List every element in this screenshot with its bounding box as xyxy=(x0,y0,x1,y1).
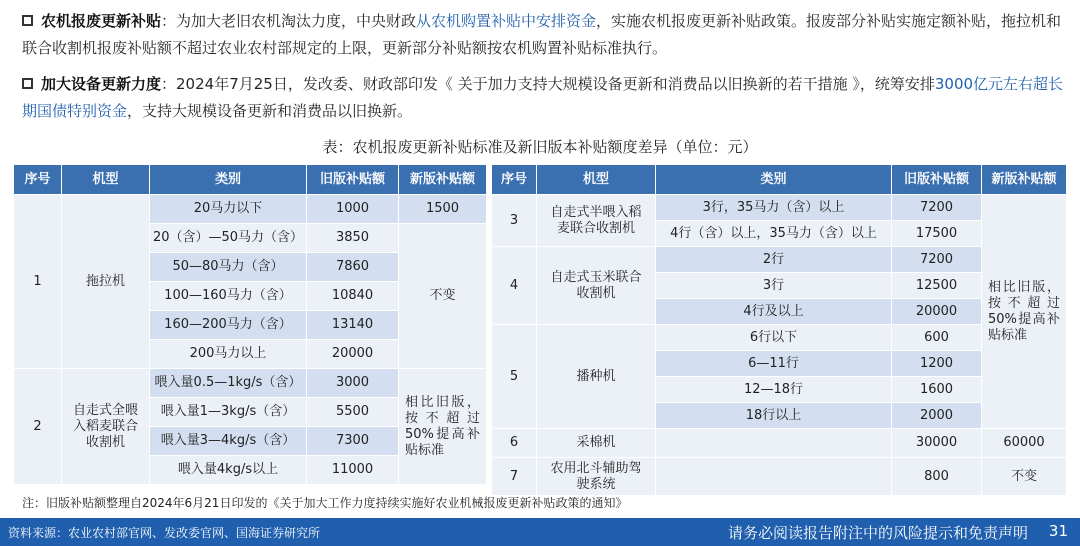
row-old: 7200 xyxy=(892,247,982,273)
header-category: 类别 xyxy=(150,165,307,195)
row-old: 13140 xyxy=(307,311,399,340)
table-row xyxy=(492,195,1067,221)
bullet-text: ：为加大老旧农机淘汰力度，中央财政 xyxy=(161,12,417,30)
row-old: 3000 xyxy=(307,369,399,398)
table-header-row xyxy=(14,165,487,195)
row-old: 7200 xyxy=(892,195,982,221)
row-category: 3行 xyxy=(656,273,892,299)
row-category: 200马力以上 xyxy=(150,340,307,369)
row-category: 20（含）—50马力（含） xyxy=(150,224,307,253)
row-category: 2行 xyxy=(656,247,892,273)
row-old: 1600 xyxy=(892,377,982,403)
row-category: 喂入量0.5—1kg/s（含） xyxy=(150,369,307,398)
row-category: 4行及以上 xyxy=(656,299,892,325)
footer-bar xyxy=(0,518,1080,546)
subsidy-table-left xyxy=(13,164,487,485)
row-no: 5 xyxy=(492,325,537,429)
row-new: 不变 xyxy=(982,458,1067,496)
row-type: 农用北斗辅助驾驶系统 xyxy=(537,458,656,496)
row-category: 喂入量3—4kg/s（含） xyxy=(150,427,307,456)
row-category: 喂入量4kg/s以上 xyxy=(150,456,307,485)
table-row xyxy=(14,369,487,398)
row-category: 20马力以下 xyxy=(150,195,307,224)
header-no: 序号 xyxy=(14,165,62,195)
row-new: 相比旧版，按 不 超 过50%提高补贴标准 xyxy=(399,369,487,485)
row-new: 1500 xyxy=(399,195,487,224)
table-row xyxy=(492,429,1067,458)
bullet-title: 加大设备更新力度 xyxy=(41,75,162,93)
row-no: 7 xyxy=(492,458,537,496)
row-old: 1200 xyxy=(892,351,982,377)
row-category xyxy=(656,429,892,458)
row-old: 5500 xyxy=(307,398,399,427)
table-row xyxy=(14,195,487,224)
row-old: 2000 xyxy=(892,403,982,429)
row-type: 播种机 xyxy=(537,325,656,429)
checkbox-bullet-icon xyxy=(22,15,33,26)
row-category xyxy=(656,458,892,496)
header-no: 序号 xyxy=(492,165,537,195)
row-category: 12—18行 xyxy=(656,377,892,403)
footer-disclaimer: 请务必阅读报告附注中的风险提示和免责声明 xyxy=(727,524,1028,542)
bullet-equipment xyxy=(22,71,1067,125)
row-old: 10840 xyxy=(307,282,399,311)
row-type: 自走式玉米联合收割机 xyxy=(537,247,656,325)
row-old: 20000 xyxy=(892,299,982,325)
bullet-subsidy xyxy=(22,8,1067,62)
row-old: 7860 xyxy=(307,253,399,282)
row-category: 喂入量1—3kg/s（含） xyxy=(150,398,307,427)
row-new: 不变 xyxy=(399,224,487,369)
row-no: 4 xyxy=(492,247,537,325)
row-no: 3 xyxy=(492,195,537,247)
row-category: 6行以下 xyxy=(656,325,892,351)
row-old: 800 xyxy=(892,458,982,496)
row-old: 1000 xyxy=(307,195,399,224)
row-category: 160—200马力（含） xyxy=(150,311,307,340)
page-number: 31 xyxy=(1048,522,1068,540)
row-old: 7300 xyxy=(307,427,399,456)
table-row xyxy=(492,458,1067,496)
table-caption: 表：农机报废更新补贴标准及新旧版本补贴额度差异（单位：元） xyxy=(322,138,758,156)
bullet-text: ，支持大规模设备更新和消费品以旧换新。 xyxy=(127,102,413,120)
header-new: 新版补贴额 xyxy=(399,165,487,195)
row-old: 20000 xyxy=(307,340,399,369)
row-type: 采棉机 xyxy=(537,429,656,458)
bullet-highlight: 从农机购置补贴中安排资金 xyxy=(416,12,597,30)
row-old: 17500 xyxy=(892,221,982,247)
row-no: 2 xyxy=(14,369,62,485)
row-old: 11000 xyxy=(307,456,399,485)
bullet-text: ：2024年7月25日，发改委、财政部印发《 关于加力支持大规模设备更新和消费品以旧换新的若干措施 》，统筹安排 xyxy=(161,75,935,93)
bullet-title: 农机报废更新补贴 xyxy=(41,12,162,30)
checkbox-bullet-icon xyxy=(22,78,33,89)
header-new: 新版补贴额 xyxy=(982,165,1067,195)
header-category: 类别 xyxy=(656,165,892,195)
bullet-text: ，实施农机报废更新补贴政策。报废部分补贴实施定额补贴，拖拉机和联合收割机报废补贴额不超过农业农村部规定的上限，更新部分补贴额按农机购置补贴标准执行。 xyxy=(22,12,1062,57)
row-old: 12500 xyxy=(892,273,982,299)
row-category: 6—11行 xyxy=(656,351,892,377)
row-category: 100—160马力（含） xyxy=(150,282,307,311)
row-category: 3行，35马力（含）以上 xyxy=(656,195,892,221)
table-row xyxy=(492,325,1067,351)
row-type: 拖拉机 xyxy=(62,195,150,369)
header-old: 旧版补贴额 xyxy=(307,165,399,195)
header-type: 机型 xyxy=(537,165,656,195)
row-old: 3850 xyxy=(307,224,399,253)
row-type: 自走式全喂入稻麦联合收割机 xyxy=(62,369,150,485)
row-category: 50—80马力（含） xyxy=(150,253,307,282)
row-new: 相比旧版，按 不 超 过50%提高补贴标准 xyxy=(982,195,1067,429)
row-new: 60000 xyxy=(982,429,1067,458)
row-no: 6 xyxy=(492,429,537,458)
subsidy-table-right xyxy=(491,164,1067,496)
header-type: 机型 xyxy=(62,165,150,195)
row-type: 自走式半喂入稻麦联合收割机 xyxy=(537,195,656,247)
row-old: 600 xyxy=(892,325,982,351)
table-row xyxy=(492,247,1067,273)
row-category: 18行以上 xyxy=(656,403,892,429)
row-category: 4行（含）以上，35马力（含）以上 xyxy=(656,221,892,247)
footer-source: 资料来源：农业农村部官网、发改委官网、国海证券研究所 xyxy=(8,526,321,540)
table-note: 注：旧版补贴额整理自2024年6月21日印发的《关于加大工作力度持续实施好农业机械报废更新补贴政策的通知》 xyxy=(22,496,628,510)
row-old: 30000 xyxy=(892,429,982,458)
row-no: 1 xyxy=(14,195,62,369)
header-old: 旧版补贴额 xyxy=(892,165,982,195)
table-header-row xyxy=(492,165,1067,195)
bullet-highlight: 3000亿元左右超长期国债特别资金 xyxy=(22,75,1064,120)
